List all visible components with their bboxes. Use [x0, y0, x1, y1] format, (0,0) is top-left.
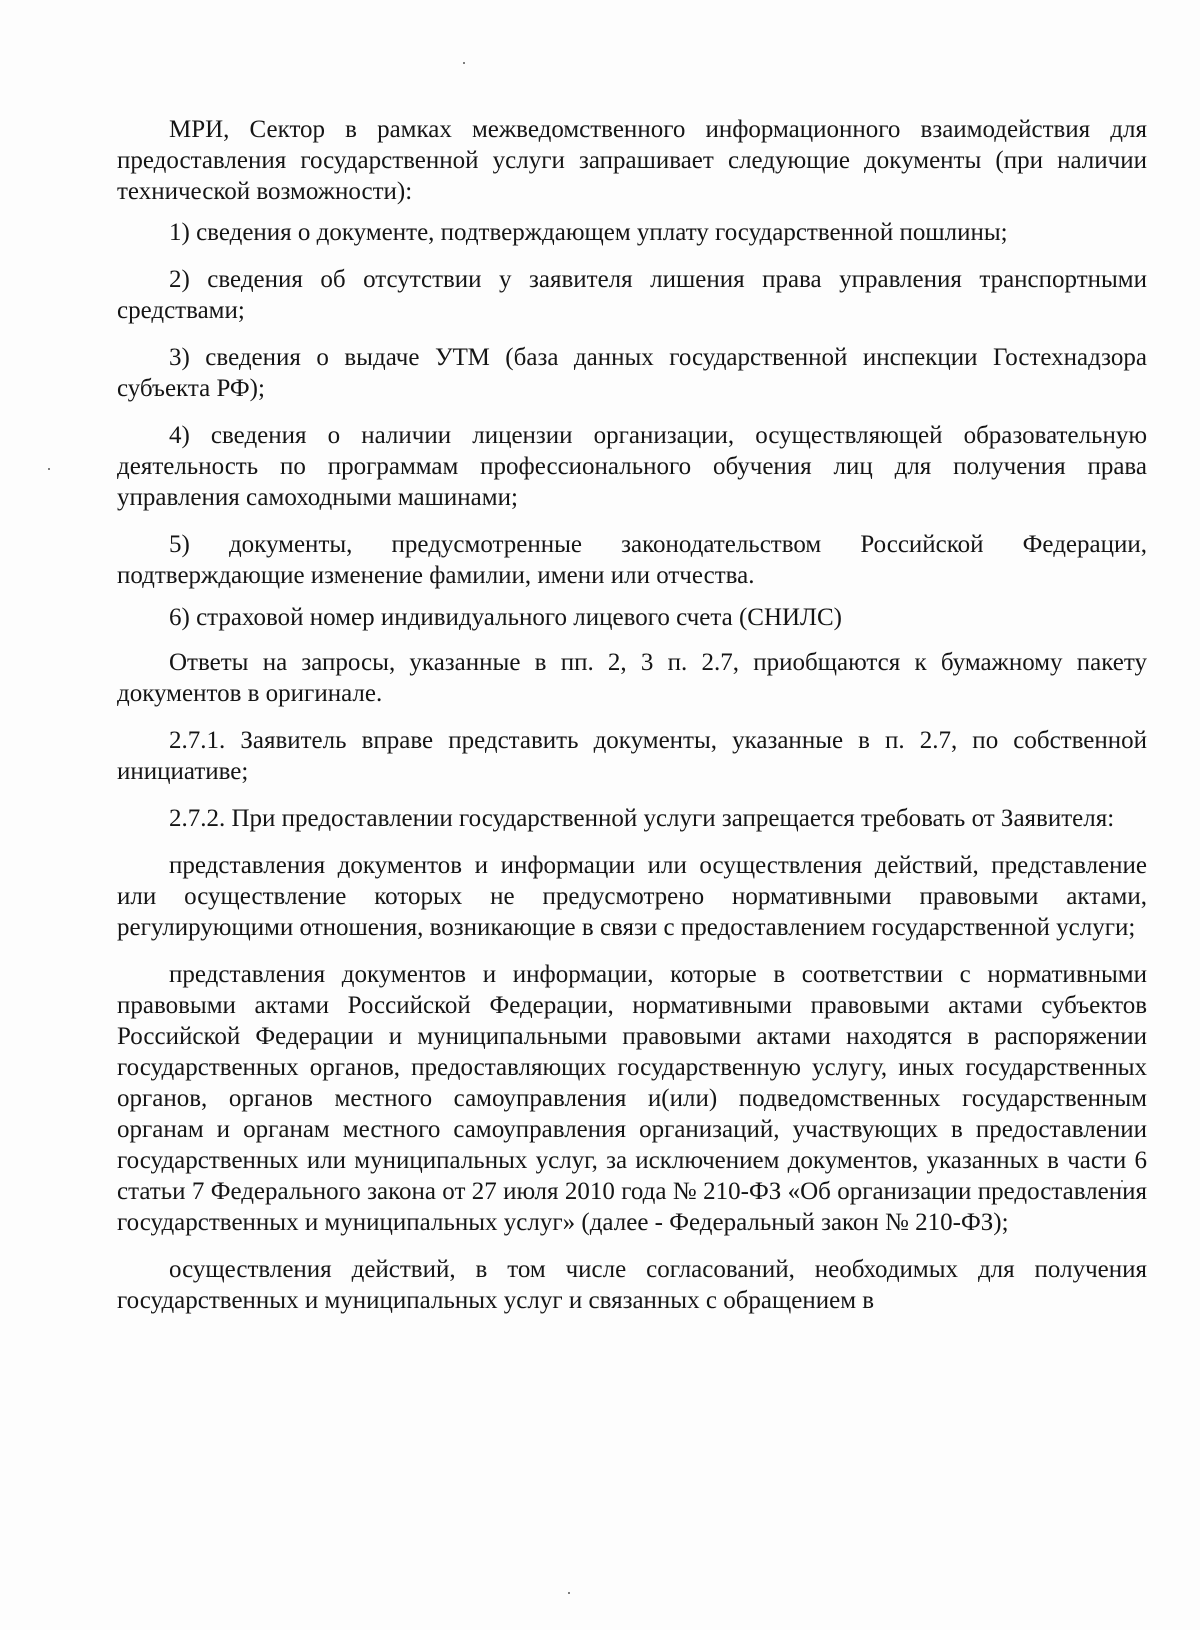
paragraph-item-6: 6) страховой номер индивидуального лицевого счета (СНИЛС) [169, 604, 843, 631]
paragraph-item-3: 3) сведения о выдаче УТМ (база данных государственной инспекции Гостехнадзора субъекта РФ); [117, 344, 1147, 402]
scan-speck [463, 62, 465, 64]
paragraph-2-7-2: 2.7.2. При предоставлении государственной услуги запрещается требовать от Заявителя: [169, 805, 1115, 832]
paragraph-item-5: 5) документы, предусмотренные законодательством Российской Федерации, подтверждающие изменение фамилии, имени или отчества. [117, 531, 1147, 589]
paragraph-prohibition-3: осуществления действий, в том числе согласований, необходимых для получения государственных и муниципальных услуг и связанных с обращением в [117, 1256, 1147, 1314]
paragraph-responses: Ответы на запросы, указанные в пп. 2, 3 п. 2.7, приобщаются к бумажному пакету документов в оригинале. [117, 649, 1147, 707]
paragraph-intro: МРИ, Сектор в рамках межведомственного информационного взаимодействия для предоставления государственной услуги запрашивает следующие документы (при наличии технической возможности): [117, 116, 1147, 205]
paragraph-item-2: 2) сведения об отсутствии у заявителя лишения права управления транспортными средствами; [117, 266, 1147, 324]
paragraph-prohibition-2: представления документов и информации, которые в соответствии с нормативными правовыми актами Российской Федерации, нормативными правовыми актами субъектов Российской Федерации и муниципальными правовыми актами находятся в распоряжении государственных органов, предоставляющих государственную услугу, иных государственных органов, органов местного самоуправления и(или) подведомственных государственным органам и органам местного самоуправления организаций, участвующих в предоставлении государственных или муниципальных услуг, за исключением документов, указанных в части 6 статьи 7 Федерального закона от 27 июля 2010 года № 210-ФЗ «Об организации предоставления государственных и муниципальных услуг» (далее - Федеральный закон № 210-ФЗ); [117, 961, 1147, 1236]
paragraph-item-4: 4) сведения о наличии лицензии организации, осуществляющей образовательную деятельность по программам профессионального обучения лиц для получения права управления самоходными машинами; [117, 422, 1147, 511]
paragraph-item-1: 1) сведения о документе, подтверждающем уплату государственной пошлины; [169, 219, 1008, 246]
document-body [117, 114, 1147, 1316]
scan-speck [568, 1592, 570, 1594]
scan-speck [48, 468, 50, 470]
paragraph-2-7-1: 2.7.1. Заявитель вправе представить документы, указанные в п. 2.7, по собственной инициативе; [117, 727, 1147, 785]
paragraph-prohibition-1: представления документов и информации или осуществления действий, представление или осуществление которых не предусмотрено нормативными правовыми актами, регулирующими отношения, возникающие в связи с предоставлением государственной услуги; [117, 852, 1147, 941]
